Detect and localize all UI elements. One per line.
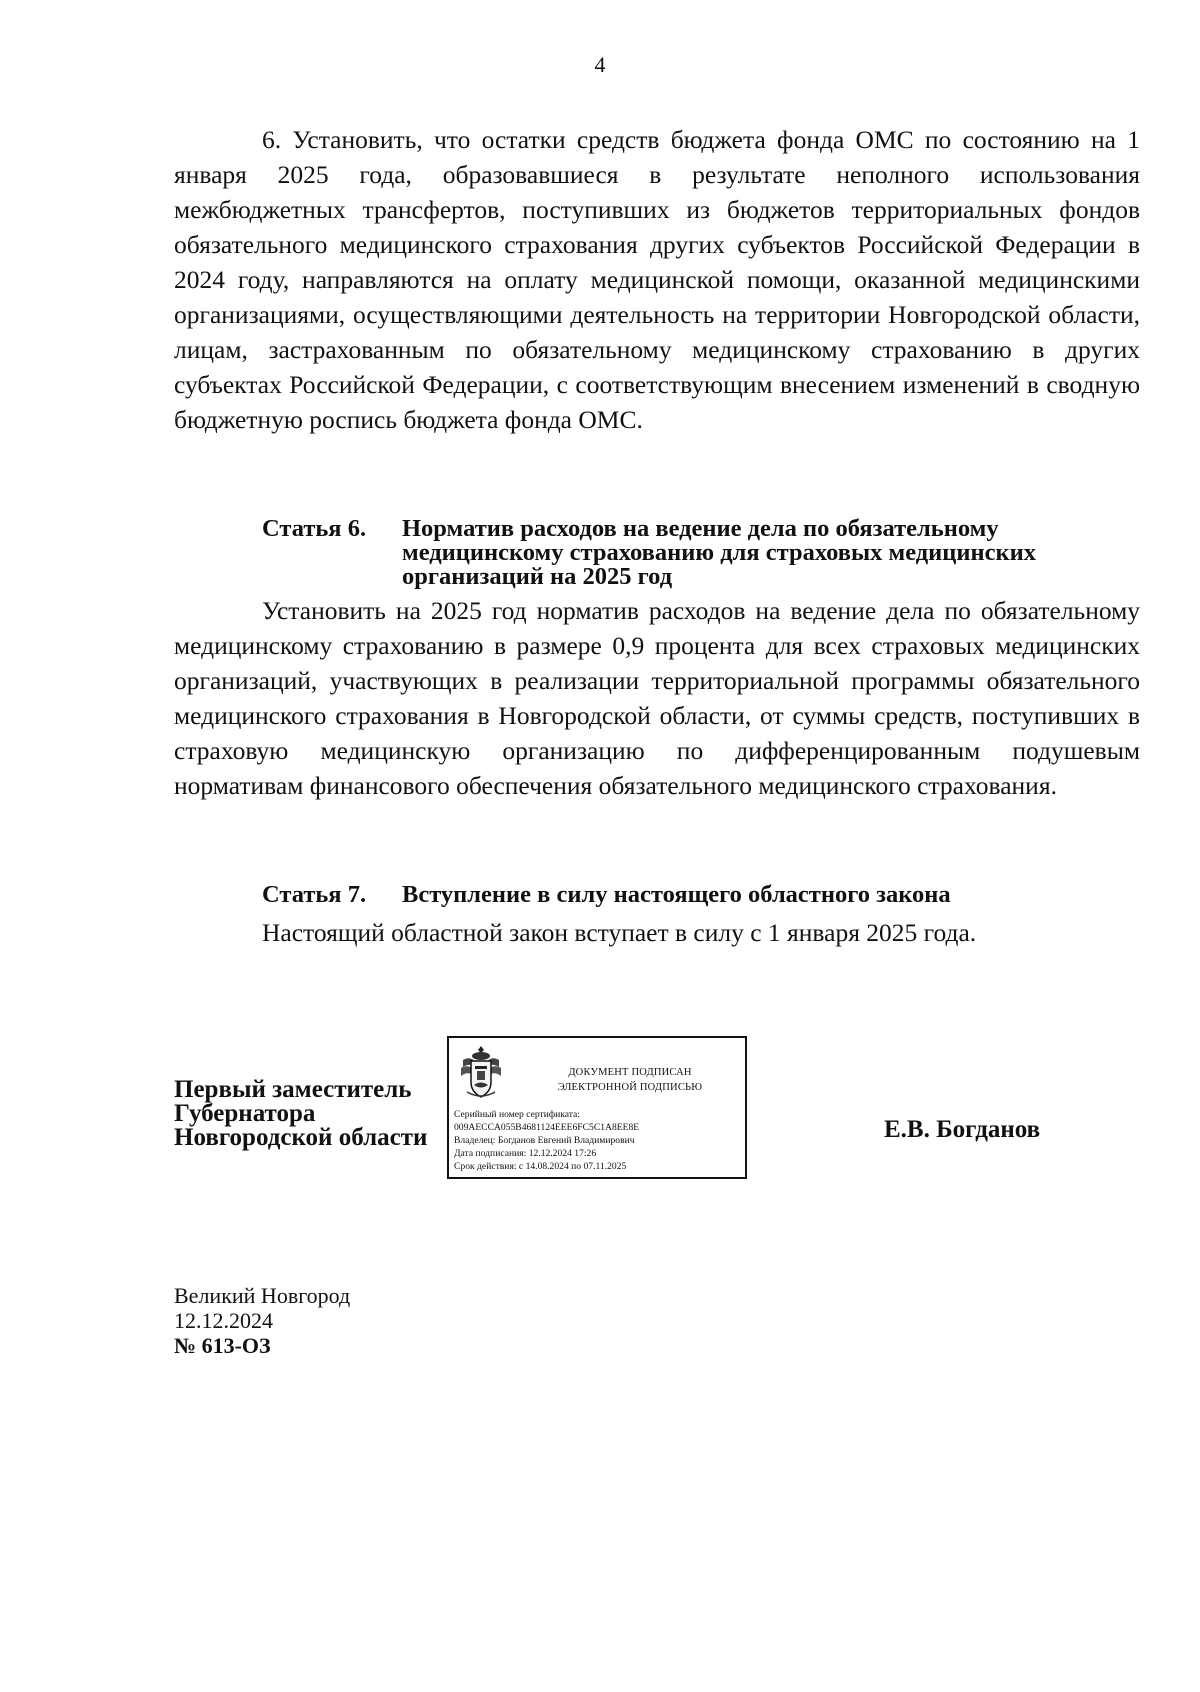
- stamp-serial: 009AECCA055B4681124EEE6FC5C1A8EE8E: [454, 1122, 640, 1133]
- article-6-text: Установить на 2025 год норматив расходов на ведение дела по обязательному медицинскому страхованию в размере 0,9 процента для всех страховых медицинских организаций, участвующих в реализации территориальной программы обязательного медицинского страхования в Новгородской области, от суммы средств, поступивших в страховую медицинскую организацию по дифференцированным подушевым нормативам финансового обеспечения обязательного медицинского страхования.: [174, 596, 1140, 800]
- position-line-3: Новгородской области: [174, 1124, 428, 1151]
- e-signature-stamp: [447, 1036, 747, 1179]
- article-7-title: Вступление в силу настоящего областного закона: [402, 881, 951, 908]
- place-date-number: [174, 1283, 350, 1358]
- article-7-text: Настоящий областной закон вступает в силу с 1 января 2025 года.: [262, 918, 977, 947]
- signer-name: Е.В. Богданов: [884, 1116, 1041, 1143]
- article-7-heading: [262, 883, 1142, 907]
- stamp-title-line-2: ЭЛЕКТРОННОЙ ПОДПИСЬЮ: [557, 1082, 703, 1093]
- article-6-heading: [262, 517, 1142, 589]
- position-line-2: Губернатора: [174, 1100, 316, 1127]
- stamp-validity: Срок действия: с 14.08.2024 по 07.11.2025: [454, 1161, 627, 1172]
- coat-of-arms-icon: [457, 1044, 505, 1100]
- stamp-title-line-1: ДОКУМЕНТ ПОДПИСАН: [568, 1067, 692, 1078]
- stamp-owner: Владелец: Богданов Евгений Владимирович: [454, 1135, 635, 1146]
- stamp-title: [519, 1065, 741, 1095]
- article-6-number: Статья 6.: [262, 515, 367, 542]
- date: 12.12.2024: [174, 1308, 273, 1333]
- article-6-title: Норматив расходов на ведение дела по обязательному медицинскому страхованию для страховых медицинских организаций на 2025 год: [402, 515, 1036, 590]
- position-line-1: Первый заместитель: [174, 1076, 412, 1103]
- article-7-number: Статья 7.: [262, 881, 367, 908]
- paragraph-6: 6. Установить, что остатки средств бюджета фонда ОМС по состоянию на 1 января 2025 года, образовавшиеся в результате неполного использования межбюджетных трансфертов, поступивших из бюджетов территориальных фондов обязательного медицинского страхования других субъектов Российской Федерации в 2024 году, направляются на оплату медицинской помощи, оказанной медицинскими организациями, осуществляющими деятельность на территории Новгородской области, лицам, застрахованным по обязательному медицинскому страхованию в других субъектах Российской Федерации, с соответствующим внесением изменений в сводную бюджетную роспись бюджета фонда ОМС.: [174, 125, 1140, 434]
- stamp-details: [454, 1108, 744, 1173]
- page-number: 4: [594, 52, 606, 77]
- document-number: № 613-ОЗ: [174, 1333, 271, 1358]
- place: Великий Новгород: [174, 1283, 351, 1308]
- stamp-signed-date: Дата подписания: 12.12.2024 17:26: [454, 1148, 597, 1159]
- signature-position: [174, 1078, 427, 1150]
- stamp-serial-label: Серийный номер сертификата:: [454, 1109, 580, 1120]
